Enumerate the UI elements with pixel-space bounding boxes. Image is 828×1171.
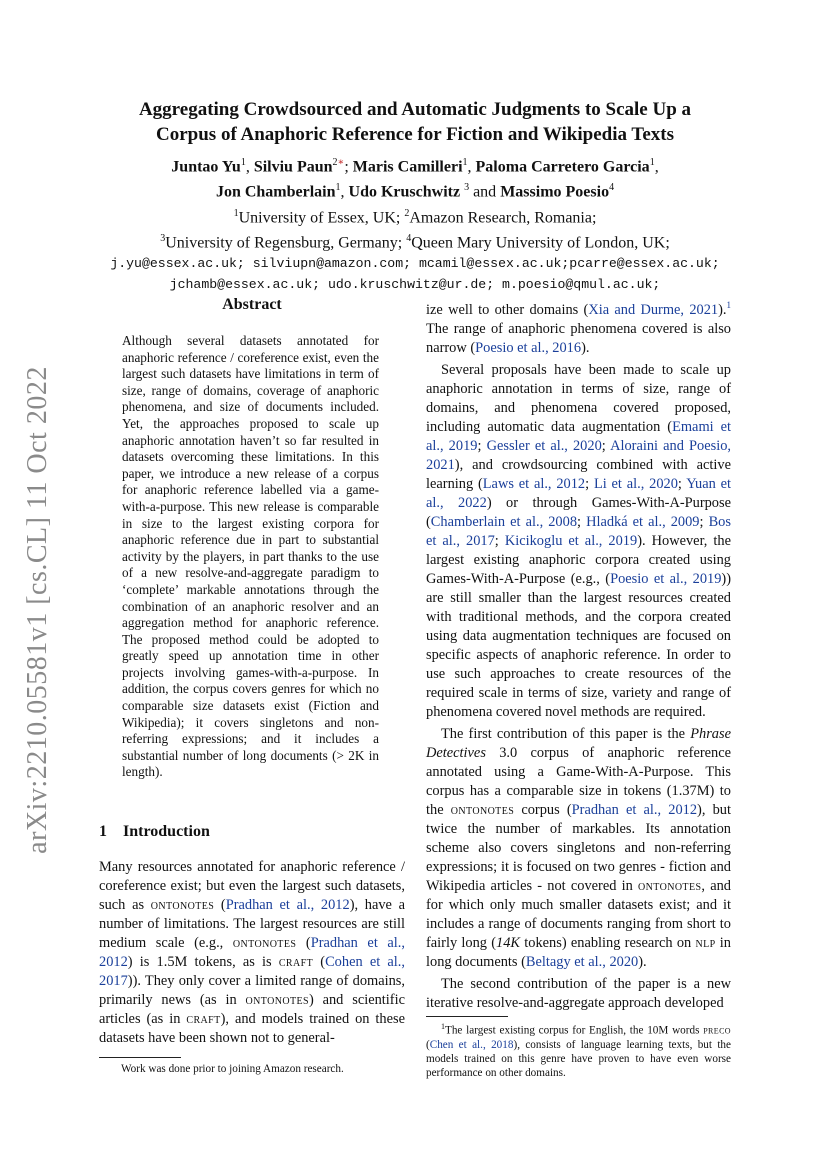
footnote-mark: ∗: [337, 157, 345, 168]
citation-link[interactable]: Emami et al., 2019: [426, 418, 731, 454]
author-sup: 1: [335, 182, 341, 194]
citation-link[interactable]: Hladká et al., 2009: [586, 513, 700, 530]
author-name: Massimo Poesio: [500, 183, 610, 201]
dataset-name: craft: [278, 954, 314, 970]
dataset-name: craft: [186, 1011, 221, 1027]
author-sup: 1: [649, 157, 655, 168]
dataset-name: ontonotes: [150, 897, 215, 913]
title-line-2: Corpus of Anaphoric Reference for Fiction and Wikipedia Texts: [156, 124, 674, 145]
citation-link[interactable]: Gessler et al., 2020: [486, 437, 602, 454]
right-column-text: [426, 296, 731, 1013]
author-name: Maris Camilleri: [352, 158, 463, 176]
footnote-rule: [99, 1057, 181, 1058]
paper-title: [90, 97, 740, 147]
dataset-name: ontonotes: [245, 992, 309, 1008]
author-name: Juntao Yu: [171, 158, 241, 176]
citation-link[interactable]: Laws et al., 2012: [482, 475, 586, 492]
citation-link[interactable]: Bos et al., 2017: [426, 513, 731, 549]
arxiv-identifier-text: arXiv:2210.05581v1 [cs.CL] 11 Oct 2022: [22, 366, 53, 854]
citation-link[interactable]: Chamberlain et al., 2008: [430, 513, 578, 530]
citation-link[interactable]: Pradhan et al., 2012: [99, 935, 405, 970]
affiliation-sup: 3: [160, 232, 166, 244]
affiliation: Amazon Research, Romania;: [409, 208, 597, 226]
section-number: 1: [99, 823, 107, 840]
affiliation-sup: 2: [404, 207, 410, 219]
affiliation-sup: 1: [233, 207, 239, 219]
footnote-rule: [426, 1016, 508, 1017]
author-conjunction: and: [473, 183, 497, 201]
author-sup: 3: [464, 182, 470, 194]
author-sup: 1: [462, 157, 468, 168]
paragraph: ize well to other domains (Xia and Durme, 2021).$^1$ The range of anaphoric phenomena covered is also narrow (Poesio et al., 2016).: [426, 300, 731, 356]
paragraph: The first contribution of this paper is the Phrase Detectives 3.0 corpus of anaphoric reference annotated using a Game-With-A-Purpose. This corpus has a comparable size in tokens (1.37M) to the ontonotes corpus (Pradhan et al., 2012), but twice the number of markables. Its annotation scheme also covers singletons and non-referring expressions; it is focused on two genres - fiction and Wikipedia articles - not covered in ontonotes, and for which only much smaller datasets exist; and it includes a range of documents ranging from short to fairly long (14K tokens) enabling research on nlp in long documents (Beltagy et al., 2020).: [426, 725, 731, 970]
author-line-1: Juntao Yu$^1$, Silviu Paun$^{2∗}$; Maris Camilleri$^1$, Paloma Carretero Garcia$^1$,: [171, 157, 659, 176]
acronym: nlp: [695, 934, 716, 951]
title-line-1: Aggregating Crowdsourced and Automatic Judgments to Scale Up a: [138, 99, 692, 120]
citation-link[interactable]: Beltagy et al., 2020: [525, 953, 639, 970]
affiliation-line-2: [90, 228, 740, 253]
citation-link[interactable]: Pradhan et al., 2012: [571, 801, 698, 818]
citation-link[interactable]: Poesio et al., 2019: [610, 570, 722, 587]
citation-link[interactable]: Chen et al., 2018: [429, 1038, 514, 1051]
dataset-name: ontonotes: [450, 801, 515, 818]
author-block: [90, 152, 740, 295]
footnote-number: 1: [441, 1022, 445, 1031]
footnote-left: Work was done prior to joining Amazon research.: [121, 1063, 344, 1075]
dataset-name: preco: [703, 1024, 731, 1037]
arxiv-identifier: [18, 360, 58, 860]
affiliation: University of Regensburg, Germany;: [165, 234, 403, 252]
affiliation: University of Essex, UK;: [238, 208, 401, 226]
citation-link[interactable]: Li et al., 2020: [593, 475, 678, 492]
affiliation-sup: 4: [406, 232, 412, 244]
author-name: Silviu Paun: [253, 158, 333, 176]
author-name: Jon Chamberlain: [215, 183, 336, 201]
author-sup: 2: [332, 157, 338, 168]
citation-link[interactable]: Cohen et al., 2017: [99, 954, 405, 989]
author-sup: 4: [609, 182, 615, 194]
author-name: Udo Kruschwitz: [348, 183, 461, 201]
section-title: Introduction: [123, 823, 210, 840]
abstract-text: Although several datasets annotated for anaphoric reference / coreference exist, even the largest such datasets have limitations in term of size, range of domains, coverage of anaphoric phenomena, and size of documents included. Yet, the approaches proposed to scale up anaphoric annotation haven’t so far resulted in datasets overcoming these limitations. In this paper, we introduce a new release of a corpus for anaphoric reference labelled via a game-with-a-purpose. This new release is comparable in size to the largest existing corpora for anaphoric reference due in part to substantial activity by the players, in part thanks to the use of a new resolve-and-aggregate paradigm to ‘complete’ markable annotations through the combination of an anaphoric resolver and an aggregation method for anaphoric reference. The proposed method could be adopted to greatly speed up annotation time in other projects involving games-with-a-purpose. In addition, the corpus covers genres for which no comparable size datasets exist (Fiction and Wikipedia); it covers singletons and non-referring expressions; and it includes a substantial number of long documents (> 2K in length).: [122, 333, 379, 780]
abstract-heading: Abstract: [222, 296, 282, 313]
dataset-name: ontonotes: [638, 877, 702, 894]
footnote-ref[interactable]: 1: [726, 300, 731, 310]
citation-link[interactable]: Poesio et al., 2016: [475, 339, 582, 356]
affiliation-line-1: [90, 203, 740, 228]
footnote-right: $^1$The largest existing corpus for English, the 10M words preco (Chen et al., 2018), consists of language learning texts, but the models trained on this genre have proven to have even worse performance on other domains.: [426, 1022, 731, 1079]
intro-paragraph: Many resources annotated for anaphoric reference / coreference exist; but even the largest such datasets, such as ontonotes (Pradhan et al., 2012), have a number of limitations. The largest resources are still medium scale (e.g., ontonotes (Pradhan et al., 2012) is 1.5M tokens, as is craft (Cohen et al., 2017)). They only cover a limited range of domains, primarily news (as in ontonotes) and scientific articles (as in craft), and models trained on these datasets have been shown not to general-: [99, 859, 406, 1046]
affiliation: Queen Mary University of London, UK;: [411, 234, 670, 252]
corpus-name: Phrase Detectives: [426, 725, 731, 761]
section-heading: [99, 823, 405, 841]
paragraph: Several proposals have been made to scale up anaphoric annotation in terms of size, range of domains, and phenomena covered proposed, including automatic data augmentation (Emami et al., 2019; Gessler et al., 2020; Aloraini and Poesio, 2021), and crowdsourcing combined with active learning (Laws et al., 2012; Li et al., 2020; Yuan et al., 2022) or through Games-With-A-Purpose (Chamberlain et al., 2008; Hladká et al., 2009; Bos et al., 2017; Kicikoglu et al., 2019). However, the largest existing anaphoric corpora created using Games-With-A-Purpose (e.g., (Poesio et al., 2019)) are still smaller than the largest resources created with traditional methods, and the corpora created using data augmentation techniques are focused on specific aspects of anaphoric reference. In order to use such approaches to create resources of the required scale in terms of size, variety and range of phenomena covered novel methods are required.: [426, 361, 732, 720]
author-line-2: Jon Chamberlain$^1$, Udo Kruschwitz $^3$ and Massimo Poesio$^4$: [215, 182, 615, 201]
citation-link[interactable]: Xia and Durme, 2021: [588, 301, 719, 318]
citation-link[interactable]: Kicikoglu et al., 2019: [504, 532, 638, 549]
author-sup: 1: [240, 157, 246, 168]
dataset-name: ontonotes: [232, 935, 297, 951]
citation-link[interactable]: Yuan et al., 2022: [426, 475, 731, 511]
email-line-2: jchamb@essex.ac.uk; udo.kruschwitz@ur.de; m.poesio@qmul.ac.uk;: [169, 277, 661, 293]
citation-link[interactable]: Aloraini and Poesio, 2021: [426, 437, 731, 473]
email-line-1: j.yu@essex.ac.uk; silviupn@amazon.com; mcamil@essex.ac.uk;pcarre@essex.ac.uk;: [110, 256, 720, 272]
citation-link[interactable]: Pradhan et al., 2012: [225, 897, 350, 913]
author-name: Paloma Carretero Garcia: [475, 158, 650, 176]
math-expression: 14K: [496, 934, 521, 951]
paragraph: The second contribution of the paper is a new iterative resolve-and-aggregate approach developed: [426, 975, 731, 1011]
